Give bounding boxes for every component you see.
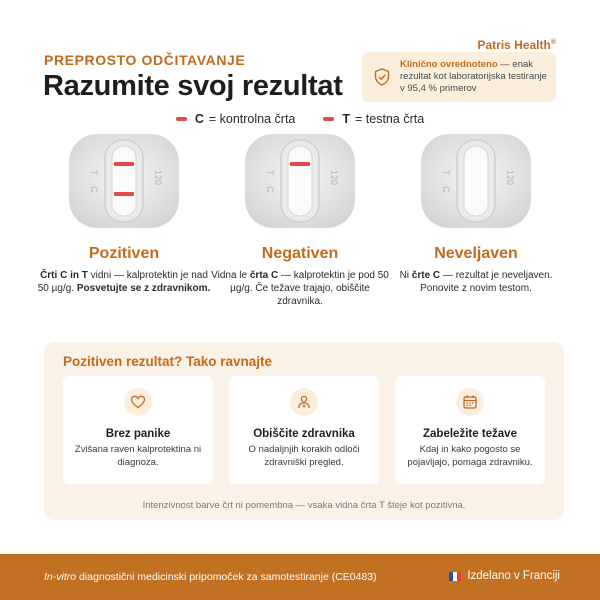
section-eyebrow: PREPROSTO ODČITAVANJE	[44, 52, 246, 68]
result-description	[210, 269, 390, 308]
card-title: Obiščite zdravnika	[253, 428, 355, 440]
cassette-label-c: C	[265, 186, 275, 193]
line-legend	[0, 112, 600, 126]
red-line-swatch	[323, 117, 334, 121]
test-cassette-image	[59, 134, 189, 228]
legend-key: C	[194, 112, 204, 126]
desc-text: vidni — kalprotektin je nad 50 µg/g.	[37, 270, 208, 294]
cassette-window	[464, 146, 488, 216]
result-positive	[34, 134, 214, 295]
cassette-label-t: T	[441, 170, 451, 176]
france-flag-icon	[449, 572, 461, 581]
legend-item-c	[176, 112, 296, 126]
made-in-france	[449, 570, 560, 582]
cassette-label-c: C	[89, 186, 99, 193]
brand-name: Patris Health	[477, 38, 551, 52]
card-text: O nadaljnjih korakih odloči zdravniški pregled.	[248, 444, 360, 468]
legend-key: T	[342, 112, 351, 126]
footer-italic: In-vitro	[44, 571, 77, 583]
desc-bold: črta C	[249, 270, 279, 281]
card-text: Kdaj in kako pogosto se pojavljajo, pomaga zdravniku.	[407, 444, 533, 468]
brand-logo	[477, 38, 556, 52]
test-results	[0, 134, 600, 324]
footer-bar	[0, 554, 600, 600]
result-name: Negativen	[261, 245, 339, 262]
advice-card-see-doctor	[229, 376, 379, 484]
footer-regulatory-text	[44, 571, 377, 583]
badge-rest: — enak rezultat kot laboratorijska testiranje v 95,4 % primerov	[400, 59, 547, 94]
legend-item-t	[323, 112, 424, 126]
footer-text: diagnostični medicinski pripomoček za samotestiranje (CE0483)	[76, 571, 377, 583]
red-line-swatch	[176, 117, 187, 121]
test-cassette-image	[235, 134, 365, 228]
red-line-c	[290, 162, 310, 166]
desc-text: — kalprotektin je pod 50 µg/g. Če težave trajajo, obiščite zdravnika.	[230, 270, 389, 307]
result-invalid	[386, 134, 566, 295]
doctor-icon	[290, 388, 318, 416]
clinical-validation-badge	[362, 52, 556, 102]
desc-bold: Posvetujte se z zdravnikom.	[76, 283, 211, 294]
card-text: Zvišana raven kalprotektina ni diagnoza.	[74, 444, 202, 468]
card-title: Zabeležite težave	[423, 428, 517, 440]
cassette-label-number: 120	[505, 170, 515, 186]
cassette-window	[112, 146, 136, 216]
brand-mark: ®	[550, 39, 556, 46]
advice-footnote: Intenzivnost barve črt ni pomembna — vsaka vidna črta T šteje kot pozitivna.	[142, 500, 466, 511]
positive-result-advice-panel	[44, 342, 564, 520]
heart-icon	[124, 388, 152, 416]
result-description	[34, 269, 214, 295]
advice-card-log-symptoms	[395, 376, 545, 484]
desc-text: — rezultat je neveljaven. Ponovite z novim testom.	[420, 270, 553, 294]
cassette-window	[288, 146, 312, 216]
made-in-label: Izdelano v Franciji	[467, 570, 560, 582]
desc-bold: Črti C in T	[40, 270, 88, 281]
result-name: Pozitiven	[88, 245, 160, 262]
red-line-c	[114, 162, 134, 166]
result-negative	[210, 134, 390, 308]
cassette-label-t: T	[265, 170, 275, 176]
badge-strong: Klinično ovrednoteno	[400, 59, 498, 70]
cassette-label-c: C	[441, 186, 451, 193]
card-title: Brez panike	[105, 428, 171, 440]
desc-bold: črte C	[411, 270, 441, 281]
cassette-label-t: T	[89, 170, 99, 176]
badge-text	[400, 59, 550, 95]
calendar-icon	[456, 388, 484, 416]
result-name: Neveljaven	[434, 245, 518, 262]
test-cassette-image	[411, 134, 541, 228]
cassette-label-number: 120	[329, 170, 339, 186]
desc-text: Vidna le	[211, 270, 250, 281]
cassette-label-number: 120	[153, 170, 163, 186]
advice-card-no-panic	[63, 376, 213, 484]
shield-check-icon	[374, 68, 390, 86]
red-line-t	[114, 192, 134, 196]
desc-text: Ni	[399, 270, 412, 281]
legend-label: = testna črta	[355, 112, 425, 126]
result-description	[386, 269, 566, 295]
page-title: Razumite svoj rezultat	[43, 70, 343, 102]
legend-label: = kontrolna črta	[208, 112, 296, 126]
advice-title: Pozitiven rezultat? Tako ravnajte	[63, 354, 273, 369]
